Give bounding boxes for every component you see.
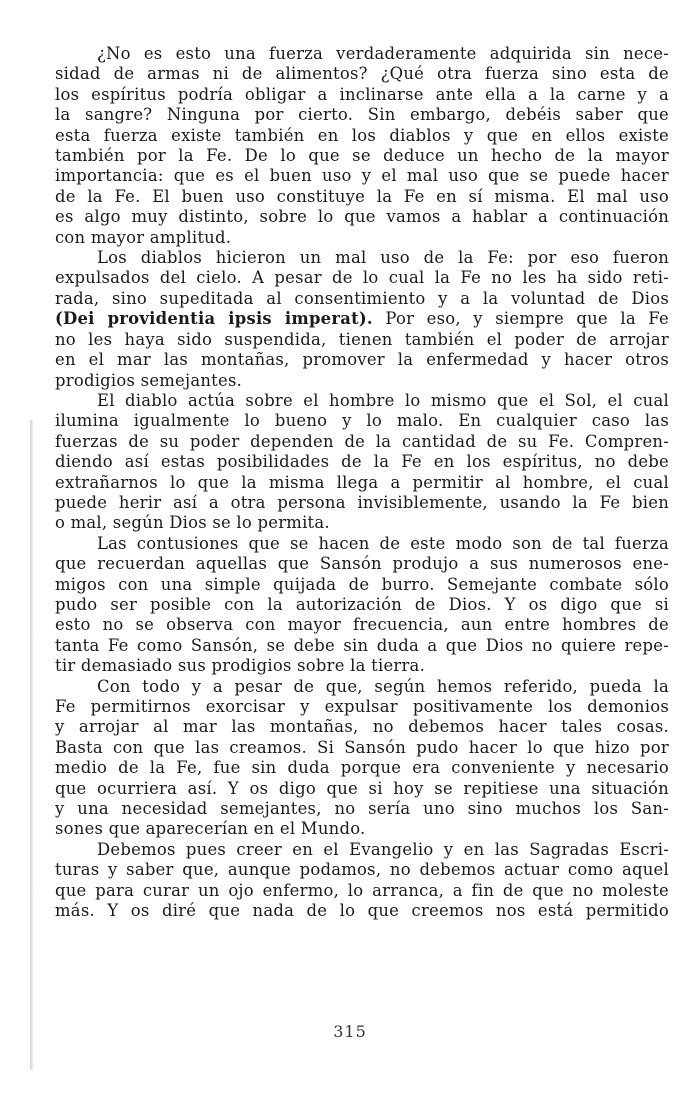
text-line: fuerzas de su poder dependen de la cantidad de su Fe. Compren- (55, 431, 669, 451)
text-line: Las contusiones que se hacen de este modo son de tal fuerza (97, 533, 669, 553)
text-line: puede herir así a otra persona invisiblemente, usando la Fe bien (55, 492, 669, 512)
text-line: Debemos pues creer en el Evangelio y en las Sagradas Escri- (97, 839, 669, 859)
text-line: Basta con que las creamos. Si Sansón pudo hacer lo que hizo por (55, 737, 669, 757)
binding-shadow (30, 420, 34, 1070)
text-line: tanta Fe como Sansón, se debe sin duda a que Dios no quiere repe- (55, 635, 669, 655)
text-line: prodigios semejantes. (55, 370, 243, 390)
text-line: no les haya sido suspendida, tienen también el poder de arrojar (55, 329, 669, 349)
text-line: sidad de armas ni de alimentos? ¿Qué otra fuerza sino esta de (55, 64, 669, 84)
text-line: rada, sino supeditada al consentimiento y a la voluntad de Dios (55, 288, 669, 308)
text-line: también por la Fe. De lo que se deduce un hecho de la mayor (55, 146, 669, 166)
text-line: medio de la Fe, fue sin duda porque era conveniente y necesario (55, 758, 669, 778)
text-line: Fe permitirnos exorcisar y expulsar positivamente los demonios (55, 697, 669, 716)
paragraph-1 (55, 44, 669, 248)
text-line: turas y saber que, aunque podamos, no debemos actuar como aquel (55, 860, 669, 880)
text-line: importancia: que es el buen uso y el mal uso que se puede hacer (55, 166, 669, 186)
text-line: esto no se observa con mayor frecuencia, aun entre hombres de (55, 615, 669, 635)
text-line: o mal, según Dios se lo permita. (55, 513, 330, 533)
paragraph-5 (55, 677, 669, 840)
text-line: de la Fe. El buen uso constituye la Fe en sí misma. El mal uso (55, 186, 669, 206)
paragraph-6 (55, 840, 669, 922)
text-line: más. Y os diré que nada de lo que creemos nos está permitido (55, 901, 669, 921)
text-line: ¿No es esto una fuerza verdaderamente adquirida sin nece- (97, 44, 669, 63)
text-line: pudo ser posible con la autorización de Dios. Y os digo que si (55, 594, 669, 614)
text-line: que ocurriera así. Y os digo que si hoy se repitiese una situación (55, 778, 669, 798)
text-line: y una necesidad semejantes, no sería uno sino muchos los San- (55, 799, 669, 819)
paragraph-2 (55, 248, 669, 391)
latin-phrase: (Dei providentia ipsis imperat). (55, 309, 373, 329)
text-line: El diablo actúa sobre el hombre lo mismo que el Sol, el cual (97, 390, 669, 410)
text-line: Los diablos hicieron un mal uso de la Fe: por eso fueron (97, 248, 669, 268)
text-line: migos con una simple quijada de burro. Semejante combate sólo (55, 574, 669, 594)
text-line: los espíritus podría obligar a inclinarse ante ella a la carne y a (55, 84, 669, 104)
text-line: con mayor amplitud. (55, 227, 232, 247)
text-line: esta fuerza existe también en los diablos y que en ellos existe (55, 125, 669, 145)
text-line: que recuerdan aquellas que Sansón produjo a sus numerosos ene- (55, 554, 669, 574)
text-line: expulsados del cielo. A pesar de lo cual la Fe no les ha sido reti- (55, 268, 669, 288)
text-line: la sangre? Ninguna por cierto. Sin embargo, debéis saber que (55, 105, 669, 125)
text-line: y arrojar al mar las montañas, no debemos hacer tales cosas. (55, 717, 669, 737)
text-fragment: Por eso, y siempre que la Fe (372, 309, 669, 329)
text-line: sones que aparecerían en el Mundo. (55, 819, 366, 839)
text-line: es algo muy distinto, sobre lo que vamos a hablar a continuación (55, 207, 669, 227)
text-line: tir demasiado sus prodigios sobre la tierra. (55, 656, 426, 676)
text-line (55, 309, 669, 329)
paragraph-3 (55, 391, 669, 534)
text-line: que para curar un ojo enfermo, lo arranca, a fin de que no moleste (55, 880, 669, 900)
text-line: diendo así estas posibilidades de la Fe en los espíritus, no debe (55, 452, 669, 472)
page-number: 315 (333, 1022, 367, 1041)
text-line: ilumina igualmente lo bueno y lo malo. En cualquier caso las (55, 411, 669, 431)
text-line: en el mar las montañas, promover la enfermedad y hacer otros (55, 350, 669, 370)
body-text (55, 44, 669, 921)
text-line: extrañarnos lo que la misma llega a permitir al hombre, el cual (55, 472, 669, 492)
text-line: Con todo y a pesar de que, según hemos referido, pueda la (97, 676, 669, 696)
paragraph-4 (55, 534, 669, 677)
